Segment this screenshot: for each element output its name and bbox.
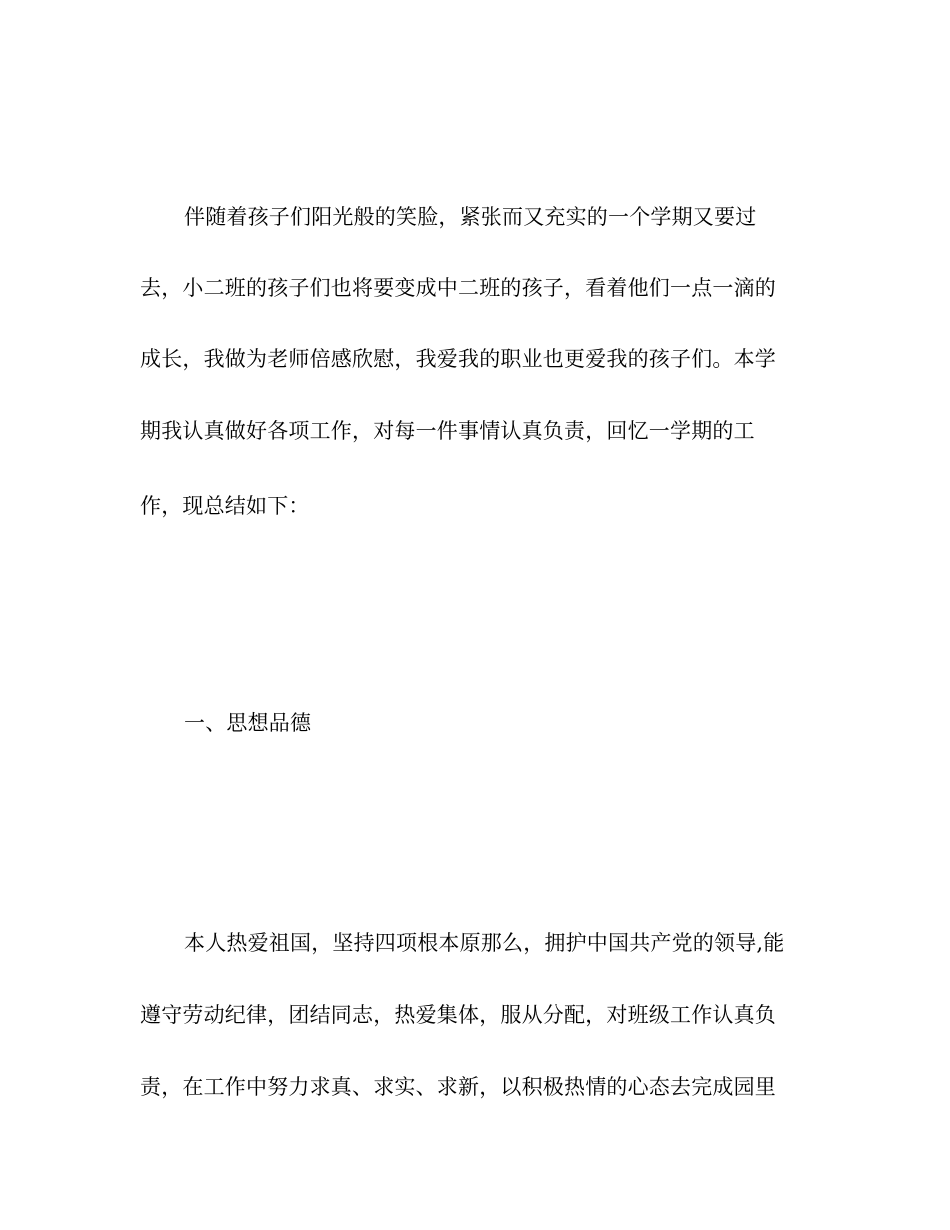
paragraph-1-line-5: 作，现总结如下： [140, 494, 310, 518]
paragraph-1-line-3: 成长，我做为老师倍感欣慰，我爱我的职业也更爱我的孩子们。本学 [140, 347, 776, 371]
paragraph-2-line-3: 责，在工作中努力求真、求实、求新，以积极热情的心态去完成园里 [140, 1075, 776, 1099]
paragraph-2-line-2: 遵守劳动纪律，团结同志，热爱集体，服从分配，对班级工作认真负 [140, 1003, 776, 1027]
paragraph-2-line-1: 本人热爱祖国，坚持四项根本原那么，拥护中国共产党的领导,能 [184, 931, 785, 955]
paragraph-1-line-4: 期我认真做好各项工作，对每一件事情认真负责，回忆一学期的工 [140, 419, 755, 443]
paragraph-1-line-1: 伴随着孩子们阳光般的笑脸，紧张而又充实的一个学期又要过 [184, 205, 757, 229]
paragraph-1-line-2: 去，小二班的孩子们也将要变成中二班的孩子，看着他们一点一滴的 [140, 276, 776, 300]
section-heading-1: 一、思想品德 [184, 711, 312, 735]
